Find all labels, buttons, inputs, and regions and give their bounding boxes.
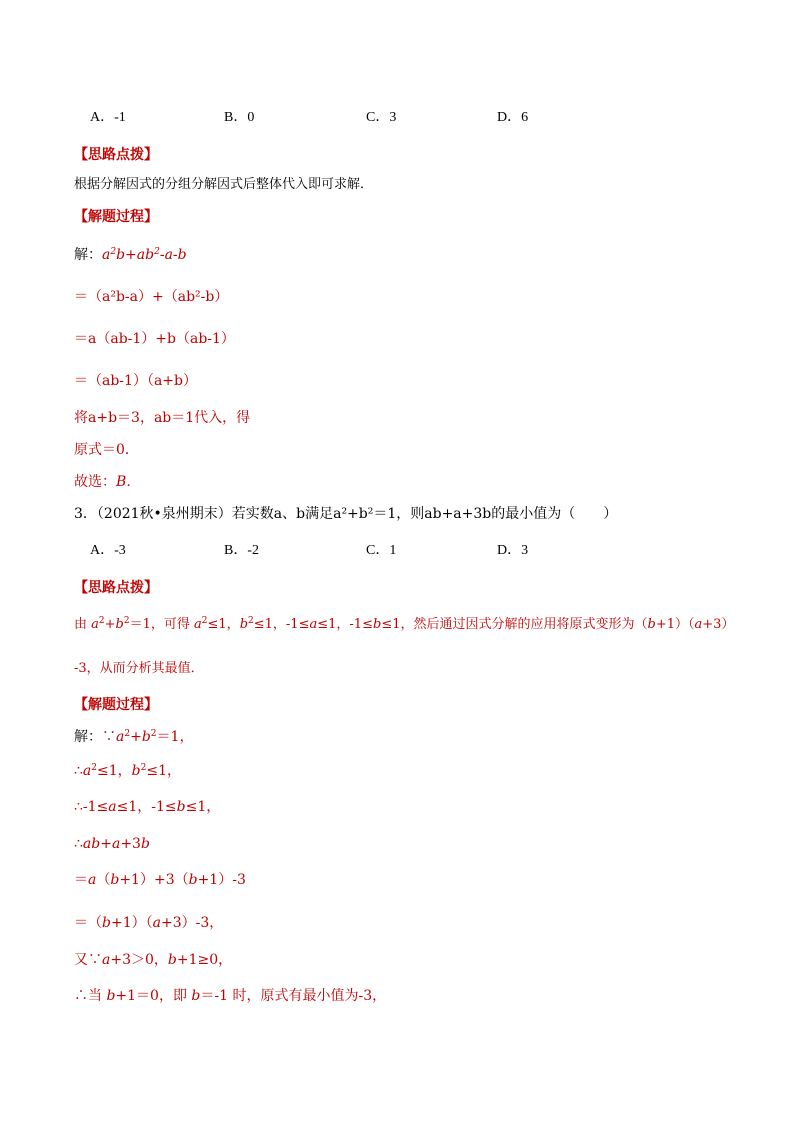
answer-value: B．	[116, 474, 141, 490]
question-stem: 3．（2021秋•泉州期末）若实数a、b满足a²+b²＝1，则ab+a+3b的最小值为（ ）	[74, 506, 618, 522]
option-d: D．3	[497, 543, 529, 558]
hint-heading: 【思路点拨】	[74, 147, 158, 163]
answer-line	[74, 472, 140, 492]
hint-text: 由 $a^2+b^2=1$，可得 $a^2\le 1$，$b^2\le 1$，-1≤a≤1，-1≤b≤1，然后通过因式分解的应用将原式变形为（b+1）（a+3）	[74, 616, 735, 632]
solution-step: ∴当 b+1＝0，即 b＝-1 时，原式有最小值为-3，	[74, 988, 387, 1004]
option-c: C．1	[366, 543, 397, 558]
solution-heading: 【解题过程】	[74, 209, 158, 225]
option-d: D．6	[497, 110, 529, 125]
solution-heading: 【解题过程】	[74, 697, 158, 713]
math-expression: $a^2b+ab^2-a-b$	[102, 247, 187, 263]
solution-step: ＝a（ab-1）+b（ab-1）	[74, 331, 235, 347]
solution-line	[74, 245, 187, 265]
hint-text: -3，从而分析其最值．	[74, 661, 204, 676]
hint-text: 根据分解因式的分组分解因式后整体代入即可求解．	[74, 177, 374, 192]
option-b: B．-2	[224, 543, 259, 558]
hint-heading: 【思路点拨】	[74, 580, 158, 596]
option-a: A．-1	[90, 110, 126, 125]
solution-step: ∴ab+a+3b	[74, 836, 150, 852]
solution-step: $\therefore a^2\le 1$，$b^2\le 1$，	[74, 763, 181, 779]
solution-prefix: 解：	[74, 729, 102, 745]
answer-prefix: 故选：	[74, 474, 116, 490]
math-expression: $\because a^2+b^2=1$，	[102, 729, 194, 745]
solution-step: ＝（b+1）（a+3）-3，	[74, 915, 224, 931]
solution-step: ＝a（b+1）+3（b+1）-3	[74, 872, 246, 888]
solution-step: ∴-1≤a≤1，-1≤b≤1，	[74, 799, 221, 815]
solution-line	[74, 727, 193, 747]
option-a: A．-3	[90, 543, 126, 558]
option-b: B．0	[224, 110, 255, 125]
solution-step: ＝（ab-1）（a+b）	[74, 373, 197, 389]
solution-step: 将a+b＝3，ab＝1代入，得	[74, 410, 251, 426]
solution-step: 原式＝0．	[74, 442, 139, 458]
option-c: C．3	[366, 110, 397, 125]
solution-prefix: 解：	[74, 247, 102, 263]
solution-step: ＝（a²b-a）+（ab²-b）	[74, 289, 229, 305]
solution-step: 又∵a+3＞0，b+1≥0，	[74, 952, 233, 968]
